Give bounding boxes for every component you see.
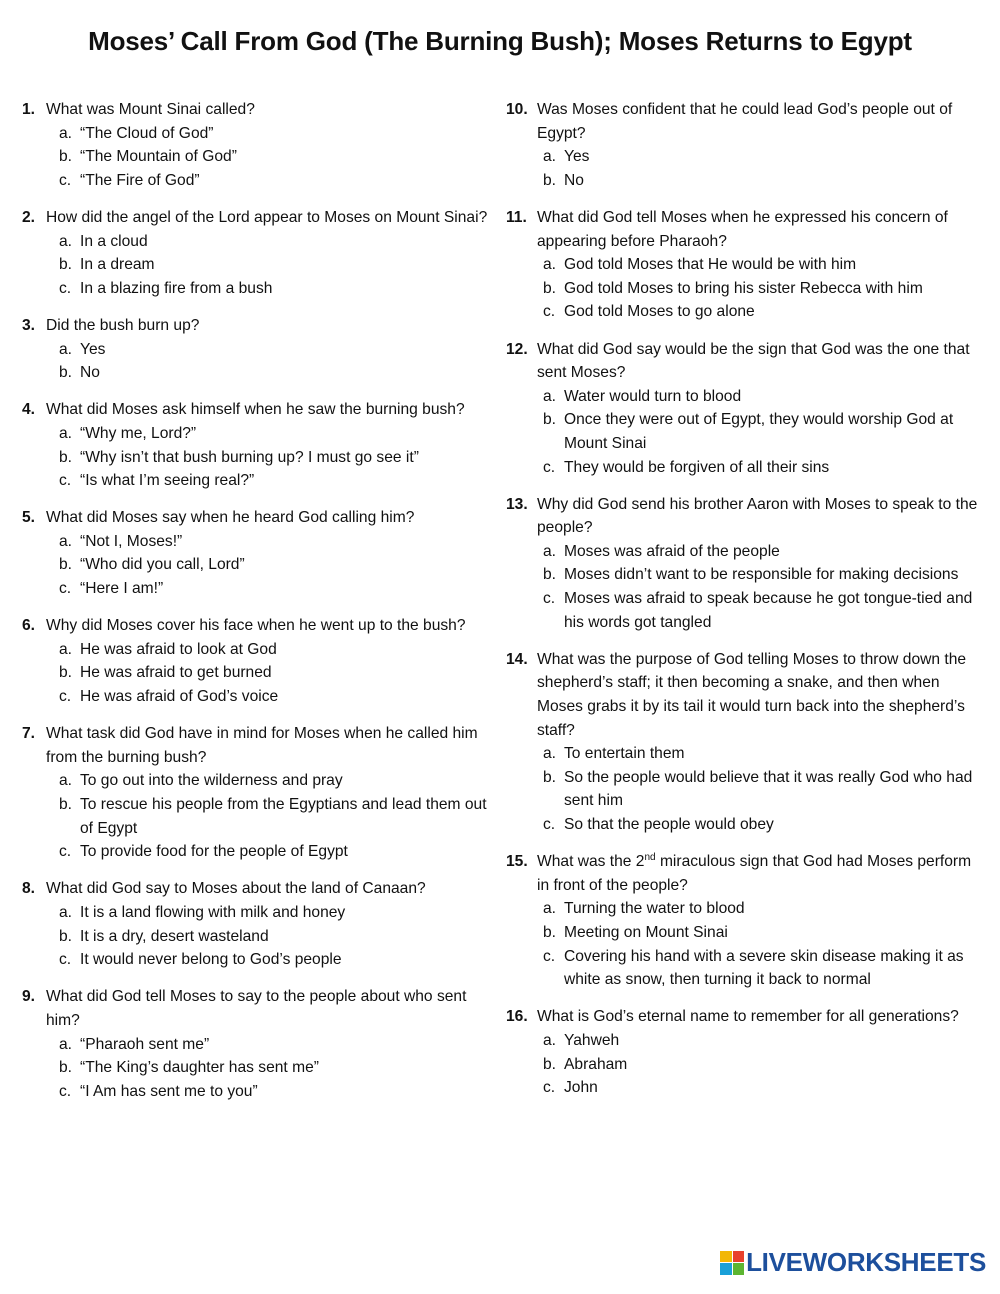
option-letter: a. bbox=[59, 124, 73, 142]
question-12 bbox=[506, 338, 980, 480]
option-letter: b. bbox=[59, 448, 73, 466]
option-text: “Not I, Moses!” bbox=[80, 532, 183, 550]
question-number: 13. bbox=[506, 495, 528, 513]
option-letter: b. bbox=[543, 1055, 557, 1073]
question-text: What was the purpose of God telling Moses to throw down the shepherd’s staff; it then becoming a snake, and then when Moses grabs it by its tail it would turn back into the shepherd’s staff? bbox=[537, 650, 967, 739]
option-letter: c. bbox=[59, 843, 72, 861]
option-b[interactable] bbox=[543, 277, 980, 301]
question-stem bbox=[22, 614, 490, 638]
question-1 bbox=[22, 98, 490, 192]
option-letter: b. bbox=[543, 923, 557, 941]
option-text: “I Am has sent me to you” bbox=[80, 1082, 258, 1100]
option-letter: c. bbox=[543, 1079, 556, 1097]
option-b[interactable] bbox=[59, 661, 490, 685]
option-letter: c. bbox=[543, 458, 556, 476]
option-text: He was afraid of God’s voice bbox=[80, 688, 279, 706]
option-letter: a. bbox=[59, 772, 73, 790]
question-stem bbox=[22, 314, 490, 338]
options-list bbox=[506, 897, 980, 991]
option-letter: a. bbox=[59, 340, 73, 358]
option-c[interactable] bbox=[543, 300, 980, 324]
logo-square-red bbox=[733, 1251, 745, 1263]
option-c[interactable] bbox=[543, 813, 980, 837]
option-letter: a. bbox=[543, 745, 557, 763]
logo-text: LIVEWORKSHEETS bbox=[746, 1247, 986, 1277]
option-letter: c. bbox=[59, 279, 72, 297]
option-letter: a. bbox=[543, 387, 557, 405]
question-number: 16. bbox=[506, 1008, 528, 1026]
option-c[interactable] bbox=[59, 948, 490, 972]
option-text: To entertain them bbox=[564, 745, 685, 763]
option-b[interactable] bbox=[59, 553, 490, 577]
question-stem bbox=[506, 493, 980, 540]
ordinal-suffix: nd bbox=[644, 852, 656, 863]
question-number: 8. bbox=[22, 880, 36, 898]
option-letter: a. bbox=[59, 532, 73, 550]
question-stem bbox=[506, 206, 980, 253]
option-text: God told Moses that He would be with him bbox=[564, 256, 857, 274]
question-text: How did the angel of the Lord appear to Moses on Mount Sinai? bbox=[46, 208, 488, 226]
option-b[interactable] bbox=[543, 1053, 980, 1077]
option-text: It is a dry, desert wasteland bbox=[80, 927, 269, 945]
option-c[interactable] bbox=[59, 840, 490, 864]
question-8 bbox=[22, 877, 490, 971]
option-letter: c. bbox=[59, 171, 72, 189]
options-list bbox=[22, 338, 490, 385]
option-text: “Pharaoh sent me” bbox=[80, 1035, 210, 1053]
option-c[interactable] bbox=[543, 1076, 980, 1100]
option-text: It is a land flowing with milk and honey bbox=[80, 903, 346, 921]
option-letter: b. bbox=[59, 364, 73, 382]
option-b[interactable] bbox=[59, 446, 490, 470]
question-6 bbox=[22, 614, 490, 708]
option-b[interactable] bbox=[59, 925, 490, 949]
option-letter: a. bbox=[543, 1031, 557, 1049]
option-text: He was afraid to get burned bbox=[80, 664, 272, 682]
question-text: What is God’s eternal name to remember for all generations? bbox=[537, 1008, 959, 1026]
option-b[interactable] bbox=[543, 766, 980, 813]
question-stem bbox=[506, 338, 980, 385]
question-9 bbox=[22, 985, 490, 1103]
option-text: Yes bbox=[80, 340, 106, 358]
question-text: Did the bush burn up? bbox=[46, 316, 200, 334]
question-text: What did Moses ask himself when he saw the burning bush? bbox=[46, 401, 465, 419]
question-4 bbox=[22, 398, 490, 492]
question-number: 5. bbox=[22, 509, 36, 527]
option-letter: c. bbox=[59, 688, 72, 706]
option-letter: a. bbox=[543, 900, 557, 918]
option-text: “The King’s daughter has sent me” bbox=[80, 1059, 319, 1077]
options-list bbox=[22, 1033, 490, 1104]
question-16 bbox=[506, 1005, 980, 1099]
question-2 bbox=[22, 206, 490, 300]
option-letter: b. bbox=[543, 279, 557, 297]
logo-square-blue bbox=[720, 1263, 732, 1275]
option-text: “Who did you call, Lord” bbox=[80, 556, 245, 574]
option-letter: c. bbox=[543, 816, 556, 833]
option-a[interactable] bbox=[59, 769, 490, 793]
option-text: So the people would believe that it was really God who had sent him bbox=[564, 768, 973, 810]
question-stem bbox=[506, 1005, 980, 1029]
options-list bbox=[506, 385, 980, 479]
option-c[interactable] bbox=[59, 169, 490, 193]
option-text: He was afraid to look at God bbox=[80, 640, 277, 658]
option-letter: b. bbox=[59, 256, 73, 274]
question-stem bbox=[506, 648, 980, 742]
question-stem bbox=[22, 98, 490, 122]
question-stem bbox=[506, 850, 980, 897]
option-text: Moses was afraid to speak because he got tongue-tied and his words got tangled bbox=[564, 590, 973, 631]
question-7 bbox=[22, 722, 490, 864]
option-letter: b. bbox=[59, 664, 73, 682]
option-text: Meeting on Mount Sinai bbox=[564, 923, 728, 941]
question-15 bbox=[506, 850, 980, 992]
option-a[interactable] bbox=[59, 638, 490, 662]
option-letter: a. bbox=[59, 640, 73, 658]
question-number: 12. bbox=[506, 340, 528, 358]
question-text: What task did God have in mind for Moses when he called him from the burning bush? bbox=[46, 725, 478, 766]
question-11 bbox=[506, 206, 980, 324]
option-text: They would be forgiven of all their sins bbox=[564, 458, 830, 476]
option-b[interactable] bbox=[59, 1056, 490, 1080]
question-text: Why did Moses cover his face when he went up to the bush? bbox=[46, 617, 466, 635]
option-letter: b. bbox=[543, 768, 557, 786]
question-number: 15. bbox=[506, 853, 528, 871]
option-text: Covering his hand with a severe skin disease making it as white as snow, then turning it back to normal bbox=[564, 947, 964, 989]
question-number: 1. bbox=[22, 101, 36, 118]
option-letter: b. bbox=[59, 796, 73, 813]
option-letter: a. bbox=[543, 256, 557, 274]
option-letter: c. bbox=[59, 951, 72, 969]
options-list bbox=[506, 145, 980, 192]
question-stem bbox=[22, 877, 490, 901]
options-list bbox=[506, 742, 980, 836]
option-letter: a. bbox=[543, 542, 557, 560]
option-letter: c. bbox=[543, 947, 556, 965]
option-text: Once they were out of Egypt, they would worship God at Mount Sinai bbox=[564, 411, 954, 452]
option-letter: b. bbox=[59, 1059, 73, 1077]
question-14 bbox=[506, 648, 980, 837]
option-b[interactable] bbox=[543, 563, 980, 587]
option-text: To rescue his people from the Egyptians and lead them out of Egypt bbox=[80, 796, 487, 837]
option-c[interactable] bbox=[59, 277, 490, 301]
option-letter: c. bbox=[59, 580, 72, 598]
question-text-start: What was the 2 bbox=[537, 853, 645, 871]
option-b[interactable] bbox=[59, 145, 490, 169]
option-letter: b. bbox=[59, 927, 73, 945]
option-c[interactable] bbox=[59, 685, 490, 709]
question-stem bbox=[22, 398, 490, 422]
option-text: Yes bbox=[564, 148, 590, 166]
option-a[interactable] bbox=[543, 742, 980, 766]
option-a[interactable] bbox=[543, 540, 980, 564]
option-text: So that the people would obey bbox=[564, 816, 774, 833]
option-a[interactable] bbox=[59, 230, 490, 254]
question-number: 7. bbox=[22, 725, 36, 743]
question-number: 6. bbox=[22, 617, 36, 635]
option-letter: c. bbox=[543, 590, 556, 608]
options-list bbox=[506, 253, 980, 324]
questions-column-right bbox=[506, 98, 980, 1113]
question-number: 4. bbox=[22, 401, 36, 419]
option-a[interactable] bbox=[59, 1033, 490, 1057]
question-stem bbox=[22, 506, 490, 530]
option-a[interactable] bbox=[59, 338, 490, 362]
option-text: In a blazing fire from a bush bbox=[80, 279, 273, 297]
option-b[interactable] bbox=[59, 253, 490, 277]
question-number: 9. bbox=[22, 988, 36, 1006]
option-letter: a. bbox=[59, 424, 73, 442]
option-a[interactable] bbox=[543, 1029, 980, 1053]
options-list bbox=[22, 901, 490, 972]
options-list bbox=[22, 769, 490, 863]
option-c[interactable] bbox=[59, 577, 490, 601]
option-c[interactable] bbox=[543, 587, 980, 634]
option-letter: a. bbox=[59, 903, 73, 921]
questions-column-left bbox=[22, 98, 490, 1117]
option-text: To go out into the wilderness and pray bbox=[80, 772, 343, 790]
option-text: John bbox=[564, 1079, 598, 1097]
question-text: What did God say to Moses about the land of Canaan? bbox=[46, 880, 426, 898]
option-a[interactable] bbox=[543, 897, 980, 921]
question-stem bbox=[22, 206, 490, 230]
option-text: It would never belong to God’s people bbox=[80, 951, 342, 969]
option-b[interactable] bbox=[543, 169, 980, 193]
option-a[interactable] bbox=[59, 901, 490, 925]
option-a[interactable] bbox=[543, 145, 980, 169]
option-text: “Why me, Lord?” bbox=[80, 424, 197, 442]
liveworksheets-logo[interactable] bbox=[720, 1247, 986, 1278]
option-letter: b. bbox=[543, 566, 557, 584]
options-list bbox=[506, 1029, 980, 1100]
question-stem bbox=[22, 722, 490, 769]
option-text: Moses was afraid of the people bbox=[564, 542, 780, 560]
option-c[interactable] bbox=[543, 945, 980, 992]
option-text: Abraham bbox=[564, 1055, 628, 1073]
option-letter: c. bbox=[543, 303, 556, 321]
option-c[interactable] bbox=[59, 1080, 490, 1104]
option-b[interactable] bbox=[59, 361, 490, 385]
options-list bbox=[22, 230, 490, 301]
option-a[interactable] bbox=[543, 385, 980, 409]
option-letter: a. bbox=[543, 148, 557, 166]
question-5 bbox=[22, 506, 490, 600]
option-text: In a dream bbox=[80, 256, 155, 274]
option-letter: a. bbox=[59, 1035, 73, 1053]
question-text-end: miraculous sign that God had Moses perform in front of the people? bbox=[537, 853, 972, 894]
option-text: “The Fire of God” bbox=[80, 171, 200, 189]
options-list bbox=[22, 638, 490, 709]
option-letter: a. bbox=[59, 232, 73, 250]
options-list bbox=[506, 540, 980, 634]
question-text: What did God say would be the sign that God was the one that sent Moses? bbox=[537, 340, 970, 382]
question-text: What did God tell Moses when he expressed his concern of appearing before Pharaoh? bbox=[537, 208, 948, 250]
option-text: “Is what I’m seeing real?” bbox=[80, 472, 255, 490]
question-text: What was Mount Sinai called? bbox=[46, 101, 255, 118]
question-3 bbox=[22, 314, 490, 385]
option-b[interactable] bbox=[59, 793, 490, 840]
page-title: Moses’ Call From God (The Burning Bush); Moses Returns to Egypt bbox=[88, 26, 912, 56]
question-text: What did God tell Moses to say to the people about who sent him? bbox=[46, 988, 467, 1029]
option-b[interactable] bbox=[543, 408, 980, 455]
option-text: Yahweh bbox=[564, 1031, 620, 1049]
option-letter: c. bbox=[59, 472, 72, 490]
question-number: 3. bbox=[22, 316, 36, 334]
option-a[interactable] bbox=[59, 530, 490, 554]
question-stem bbox=[22, 985, 490, 1032]
option-text: To provide food for the people of Egypt bbox=[80, 843, 348, 861]
option-text: In a cloud bbox=[80, 232, 148, 250]
option-text: “The Mountain of God” bbox=[80, 148, 237, 166]
option-text: God told Moses to bring his sister Rebecca with him bbox=[564, 279, 923, 297]
question-text: Why did God send his brother Aaron with Moses to speak to the people? bbox=[537, 495, 978, 537]
option-c[interactable] bbox=[543, 456, 980, 480]
option-text: No bbox=[80, 364, 100, 382]
option-letter: c. bbox=[59, 1082, 72, 1100]
question-number: 14. bbox=[506, 650, 528, 668]
option-text: “Here I am!” bbox=[80, 580, 164, 598]
question-number: 2. bbox=[22, 208, 36, 226]
question-number: 11. bbox=[506, 208, 527, 226]
question-text bbox=[537, 850, 980, 897]
option-a[interactable] bbox=[59, 122, 490, 146]
option-text: Turning the water to blood bbox=[564, 900, 745, 918]
options-list bbox=[22, 530, 490, 601]
option-letter: b. bbox=[543, 411, 557, 429]
option-text: “The Cloud of God” bbox=[80, 124, 214, 142]
option-a[interactable] bbox=[59, 422, 490, 446]
option-b[interactable] bbox=[543, 921, 980, 945]
option-a[interactable] bbox=[543, 253, 980, 277]
question-text: Was Moses confident that he could lead God’s people out of Egypt? bbox=[537, 101, 953, 142]
question-13 bbox=[506, 493, 980, 635]
option-letter: b. bbox=[59, 148, 73, 166]
logo-square-green bbox=[733, 1263, 745, 1275]
option-text: Water would turn to blood bbox=[564, 387, 742, 405]
question-number: 10. bbox=[506, 101, 528, 118]
options-list bbox=[22, 422, 490, 493]
question-text: What did Moses say when he heard God calling him? bbox=[46, 509, 415, 527]
options-list bbox=[22, 122, 490, 193]
question-stem bbox=[506, 98, 980, 145]
logo-mark-icon bbox=[720, 1251, 744, 1275]
option-text: “Why isn’t that bush burning up? I must go see it” bbox=[80, 448, 419, 466]
option-text: God told Moses to go alone bbox=[564, 303, 755, 321]
question-10 bbox=[506, 98, 980, 192]
option-c[interactable] bbox=[59, 469, 490, 493]
option-letter: b. bbox=[59, 556, 73, 574]
option-text: No bbox=[564, 171, 584, 189]
option-letter: b. bbox=[543, 171, 557, 189]
option-text: Moses didn’t want to be responsible for making decisions bbox=[564, 566, 959, 584]
logo-square-yellow bbox=[720, 1251, 732, 1263]
